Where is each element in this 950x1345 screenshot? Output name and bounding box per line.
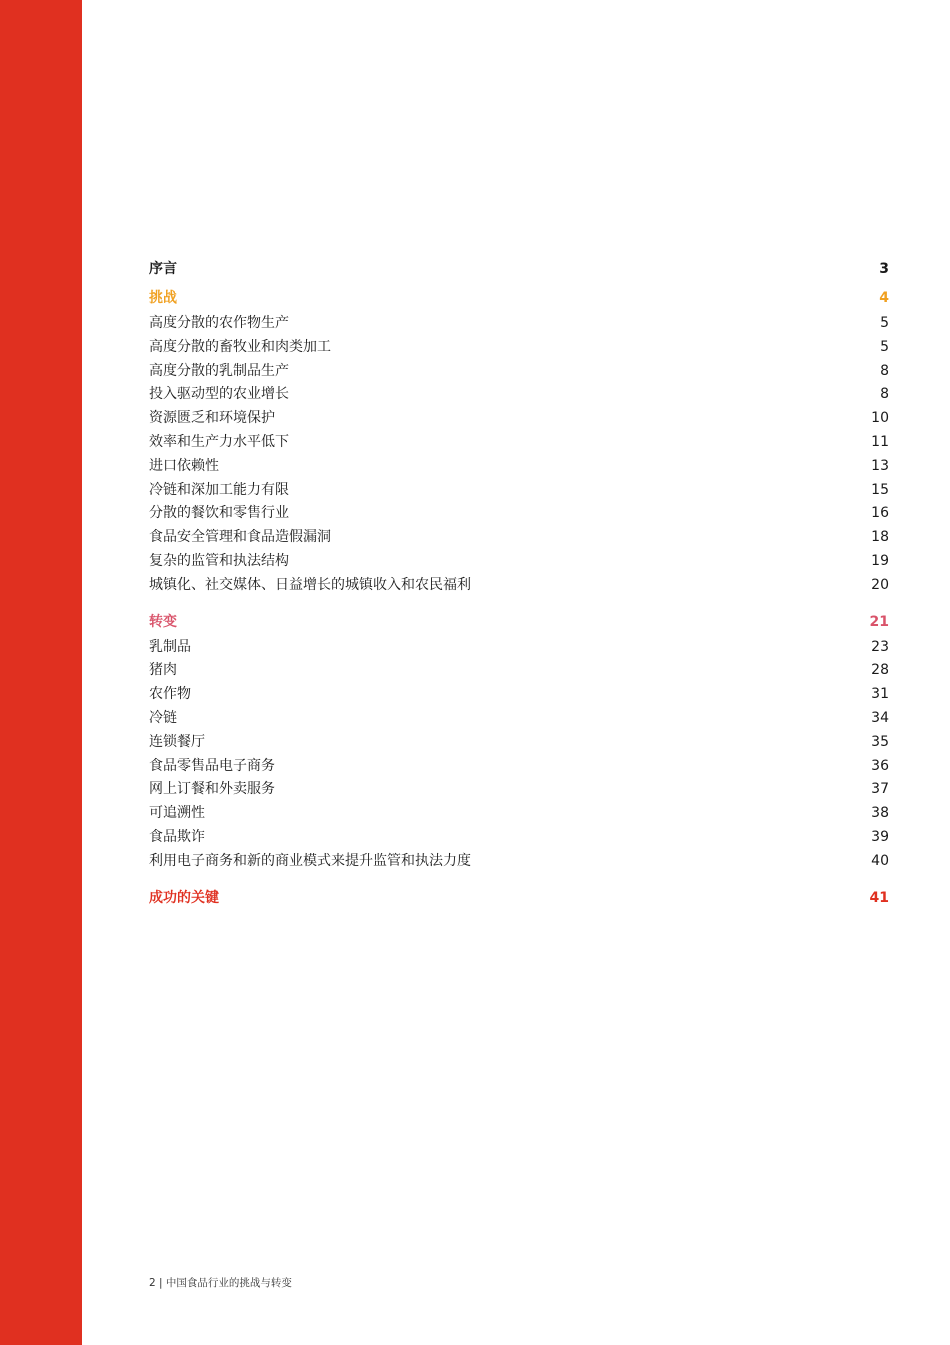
toc-entry[interactable] <box>149 850 889 874</box>
toc-entry-label: 网上订餐和外卖服务 <box>149 781 275 798</box>
toc-entry-label: 投入驱动型的农业增长 <box>149 386 289 403</box>
toc-entry-label: 可追溯性 <box>149 805 205 822</box>
toc-entry-page: 28 <box>871 662 889 679</box>
toc-entry[interactable] <box>149 574 889 598</box>
toc-entry[interactable] <box>149 526 889 550</box>
toc-entry-label: 乳制品 <box>149 638 191 655</box>
toc-entry-page: 13 <box>871 457 889 474</box>
toc-entry[interactable] <box>149 755 889 779</box>
toc-heading-page: 3 <box>879 261 889 277</box>
toc-entry[interactable] <box>149 455 889 479</box>
toc-challenges-list <box>149 312 889 598</box>
toc-heading-page: 41 <box>869 889 889 906</box>
toc-entry-label: 冷链和深加工能力有限 <box>149 481 289 498</box>
side-color-bar <box>0 0 82 1345</box>
toc-entry-page: 16 <box>871 505 889 522</box>
toc-entry-page: 11 <box>871 433 889 450</box>
toc-entry-label: 复杂的监管和执法结构 <box>149 552 289 569</box>
toc-heading-challenges[interactable] <box>149 284 889 312</box>
toc-entry-page: 10 <box>871 410 889 427</box>
toc-entry-label: 高度分散的乳制品生产 <box>149 362 289 379</box>
toc-entry[interactable] <box>149 502 889 526</box>
toc-entry-page: 15 <box>871 481 889 498</box>
toc-entry-page: 20 <box>871 576 889 593</box>
toc-heading-label: 挑战 <box>149 290 177 306</box>
toc-heading-page: 4 <box>879 290 889 306</box>
toc-entry[interactable] <box>149 778 889 802</box>
toc-entry-label: 食品欺诈 <box>149 828 205 845</box>
toc-entry[interactable] <box>149 360 889 384</box>
toc-entry-page: 8 <box>880 386 889 403</box>
toc-entry[interactable] <box>149 826 889 850</box>
toc-entry[interactable] <box>149 731 889 755</box>
page-footer: 2 | 中国食品行业的挑战与转变 <box>149 1277 292 1289</box>
toc-entry-page: 5 <box>880 338 889 355</box>
toc-entry[interactable] <box>149 312 889 336</box>
toc-entry[interactable] <box>149 431 889 455</box>
toc-entry-label: 猪肉 <box>149 662 177 679</box>
toc-entry-page: 39 <box>871 828 889 845</box>
toc-entry[interactable] <box>149 407 889 431</box>
table-of-contents <box>149 255 889 912</box>
toc-entry-label: 连锁餐厅 <box>149 733 205 750</box>
toc-entry-page: 23 <box>871 638 889 655</box>
toc-entry[interactable] <box>149 550 889 574</box>
toc-entry[interactable] <box>149 659 889 683</box>
toc-entry-page: 34 <box>871 709 889 726</box>
toc-entry-page: 38 <box>871 805 889 822</box>
toc-entry[interactable] <box>149 336 889 360</box>
toc-heading-keys-to-success[interactable] <box>149 884 889 912</box>
toc-entry[interactable] <box>149 479 889 503</box>
toc-entry-label: 资源匮乏和环境保护 <box>149 410 275 427</box>
toc-entry[interactable] <box>149 683 889 707</box>
toc-entry-label: 城镇化、社交媒体、日益增长的城镇收入和农民福利 <box>149 576 471 593</box>
toc-transformation-list <box>149 636 889 874</box>
toc-entry-label: 农作物 <box>149 686 191 703</box>
toc-entry-label: 食品安全管理和食品造假漏洞 <box>149 529 331 546</box>
toc-entry[interactable] <box>149 802 889 826</box>
toc-entry-page: 31 <box>871 686 889 703</box>
toc-entry-page: 36 <box>871 757 889 774</box>
toc-entry-page: 5 <box>880 315 889 331</box>
toc-entry-page: 35 <box>871 733 889 750</box>
toc-entry-page: 37 <box>871 781 889 798</box>
toc-entry-label: 利用电子商务和新的商业模式来提升监管和执法力度 <box>149 852 471 869</box>
toc-entry-label: 进口依赖性 <box>149 457 219 474</box>
toc-heading-preface[interactable] <box>149 255 889 283</box>
toc-entry-page: 19 <box>871 552 889 569</box>
toc-entry-label: 分散的餐饮和零售行业 <box>149 505 289 522</box>
toc-entry-label: 冷链 <box>149 709 177 726</box>
toc-entry-label: 食品零售品电子商务 <box>149 757 275 774</box>
toc-heading-label: 转变 <box>149 613 177 630</box>
toc-heading-page: 21 <box>869 613 889 630</box>
toc-heading-label: 成功的关键 <box>149 889 219 906</box>
toc-entry-label: 高度分散的农作物生产 <box>149 315 289 331</box>
toc-entry-label: 效率和生产力水平低下 <box>149 433 289 450</box>
toc-entry-label: 高度分散的畜牧业和肉类加工 <box>149 338 331 355</box>
toc-entry-page: 8 <box>880 362 889 379</box>
toc-heading-transformation[interactable] <box>149 608 889 636</box>
toc-entry-page: 18 <box>871 529 889 546</box>
toc-entry[interactable] <box>149 707 889 731</box>
toc-heading-label: 序言 <box>149 261 177 277</box>
toc-entry[interactable] <box>149 383 889 407</box>
toc-entry[interactable] <box>149 636 889 660</box>
toc-entry-page: 40 <box>871 852 889 869</box>
